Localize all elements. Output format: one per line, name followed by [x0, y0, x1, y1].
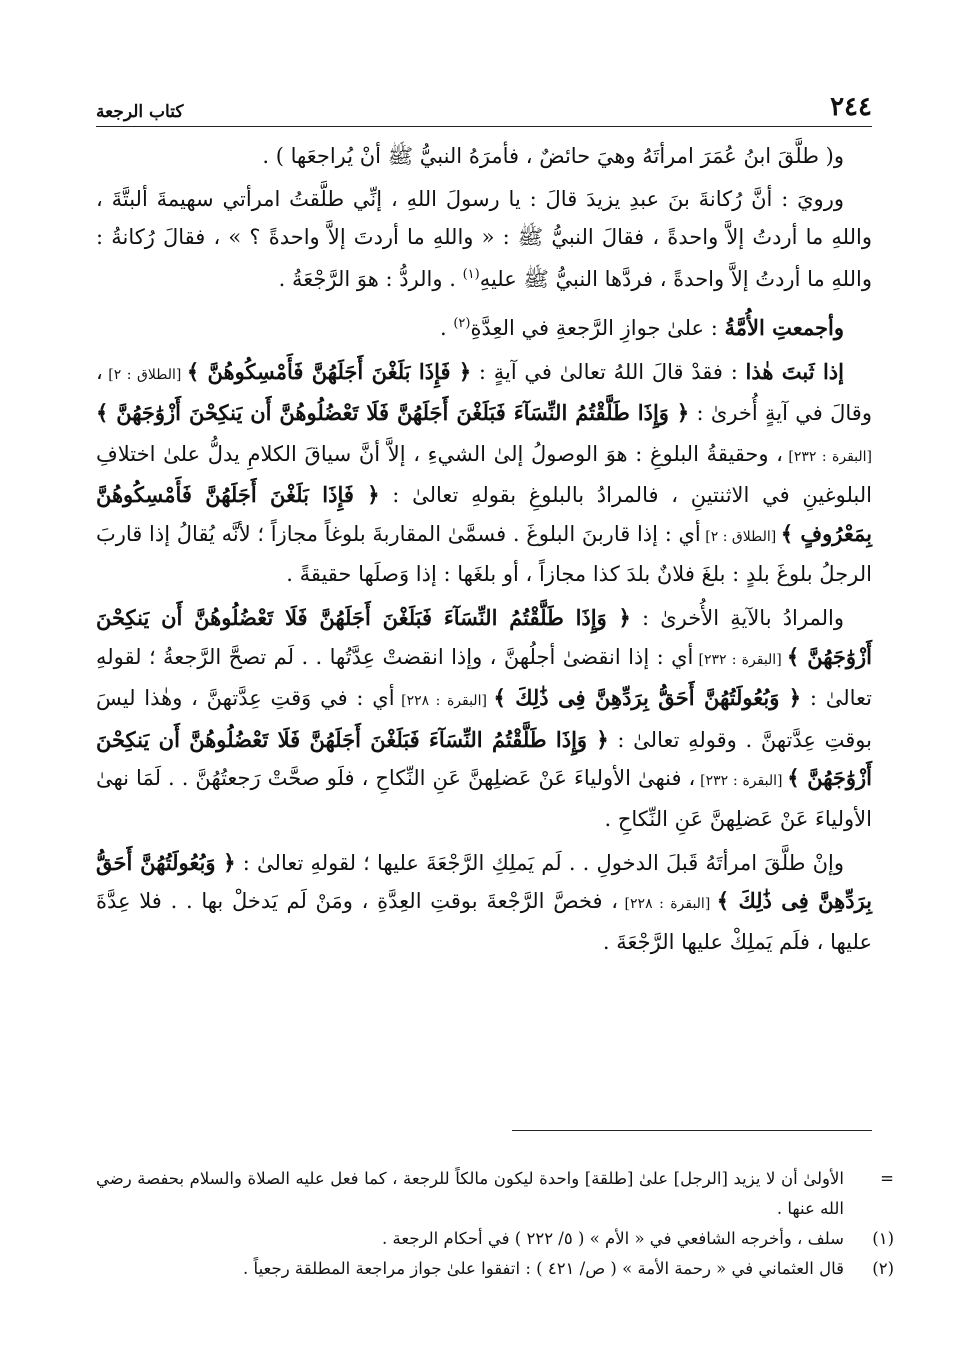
- text: أي : إذا انقضىٰ أجلُهنَّ ، وإذا انقضتْ عِدَّتُها . . لَم تصحَّ الرَّجعةُ ؛ لقولهِ تعالىٰ :: [96, 644, 872, 711]
- verse-reference: [البقرة : ٢٢٨]: [394, 693, 494, 710]
- verse-reference: [البقرة : ٢٣٢]: [693, 651, 787, 668]
- verse-reference: [البقرة : ٢٢٨]: [618, 896, 717, 913]
- text: أي : إذا قاربنَ البلوغَ . فسمَّىٰ المقاربةَ بلوغاً مجازاً ؛ لأنَّه يُقالُ إذا قاربَ الرجلُ بلوغَ بلدٍ : بلغَ فلانٌ بلدَ كذا مجازاً ، أو بلغَها : إذا وَصلَها حقيقةً .: [96, 521, 872, 587]
- quran-verse: ﴿ فَإِذَا بَلَغْنَ أَجَلَهُنَّ فَأَمْسِكُوهُنَّ بِمَعْرُوفٍ ﴾: [96, 482, 872, 546]
- verse-reference: [الطلاق : ٢]: [700, 528, 781, 545]
- text: ، فخصَّ الرَّجْعةَ بوقتِ العِدَّةِ ، ومَنْ لَم يَدخلْ بها . . فلا عِدَّةَ عليها ، فلَم يَملِكْ عليها الرَّجْعَةَ .: [96, 889, 872, 954]
- quran-verse: ﴿ فَإِذَا بَلَغْنَ أَجَلَهُنَّ فَأَمْسِكُوهُنَّ ﴾: [186, 359, 472, 385]
- verse-reference: [البقرة : ٢٣٢]: [782, 448, 872, 465]
- paragraph: [96, 353, 872, 593]
- paragraph: [96, 138, 872, 175]
- page-header: [96, 86, 872, 127]
- lead-phrase: وأجمعتِ الأُمَّةُ: [724, 314, 844, 340]
- quran-verse: ﴿ وَبُعُولَتُهُنَّ أَحَقُّ بِرَدِّهِنَّ فِى ذَٰلِكَ ﴾: [96, 849, 872, 914]
- text: و( طلَّقَ ابنُ عُمَرَ امرأتَهُ وهيَ حائضٌ ، فأمرَهُ النبيُّ ﷺ أنْ يُراجعَها ) .: [262, 144, 844, 168]
- text: والمرادُ بالآيةِ الأُخرىٰ :: [630, 606, 844, 631]
- text: . والردُّ : هوَ الرَّجْعَةُ .: [278, 267, 463, 292]
- verse-reference: [الطلاق : ٢]: [102, 367, 187, 384]
- text: ، وحقيقةُ البلوغِ : هوَ الوصولُ إلىٰ الشيءِ ، إلاَّ أنَّ سياقَ الكلامِ يدلُّ علىٰ اختلافِ البلوغينِ في الاثنتينِ ، فالمرادُ بالبلوغِ بقولهِ تعالىٰ :: [96, 441, 873, 508]
- footnote-divider: [512, 1130, 872, 1131]
- verse-reference: [البقرة : ٢٣٢]: [695, 773, 788, 790]
- quran-verse: ﴿ وَإِذَا طَلَّقْتُمُ النِّسَآءَ فَبَلَغْنَ أَجَلَهُنَّ فَلَا تَعْضُلُوهُنَّ أَن يَنكِحْنَ أَزْوَٰجَهُنَّ ﴾: [96, 400, 690, 426]
- footnote: [96, 1254, 894, 1284]
- footnote: [96, 1164, 894, 1224]
- footnote-mark: =: [880, 1169, 894, 1188]
- running-title: كتاب الرجعة: [96, 102, 184, 122]
- page-number: ٢٤٤: [830, 92, 872, 122]
- text: : فقدْ قالَ اللهُ تعالىٰ في آيةٍ :: [471, 360, 746, 385]
- footnote-ref[interactable]: (١): [462, 267, 480, 283]
- quran-verse: ﴿ وَإِذَا طَلَّقْتُمُ النِّسَآءَ فَبَلَغْنَ أَجَلَهُنَّ فَلَا تَعْضُلُوهُنَّ أَن يَنكِحْنَ أَزْوَٰجَهُنَّ ﴾: [96, 726, 872, 791]
- footnote-text: سلف ، وأخرجه الشافعي في « الأم » ( ٥/ ٢٢٢ ) في أحكام الرجعة .: [382, 1229, 844, 1248]
- footnote: [96, 1224, 894, 1254]
- paragraph: [96, 599, 872, 837]
- lead-phrase: إذا ثَبتَ هٰذا: [745, 359, 844, 385]
- quran-verse: ﴿ وَبُعُولَتُهُنَّ أَحَقُّ بِرَدِّهِنَّ فِى ذَٰلِكَ ﴾: [493, 685, 802, 711]
- main-text: [96, 138, 872, 967]
- text: ، فنهىٰ الأولياءَ عَنْ عَضلِهنَّ عَنِ النِّكاحِ ، فلَو صحَّتْ رَجعتُهُنَّ . . لَمَا نهىٰ الأولياءَ عَنْ عَضلِهنَّ عَنِ النِّكاحِ .: [96, 766, 872, 831]
- text: ، وقالَ في آيةٍ أُخرىٰ :: [96, 360, 872, 426]
- footnote-text: الأولىٰ أن لا يزيد [الرجل] علىٰ [طلقة] واحدة ليكون مالكاً للرجعة ، كما فعل عليه الصلاة والسلام بحفصة رضي الله عنها .: [96, 1169, 844, 1218]
- paragraph: [96, 305, 872, 347]
- footnote-text: قال العثماني في « رحمة الأمة » ( ص/ ٤٢١ ) : اتفقوا علىٰ جواز مراجعة المطلقة رجعياً .: [243, 1259, 844, 1278]
- text: ورويَ : أنَّ رُكانةَ بنَ عبدِ يزيدَ قالَ : يا رسولَ اللهِ ، إنِّي طلَّقتُ امرأتي سهيمةَ ألبتَّةَ ، واللهِ ما أردتُ إلاَّ واحدةً ، فقالَ النبيُّ ﷺ : « واللهِ ما أردتَ إلاَّ واحدةً ؟ » ، فقالَ رُكانةُ : واللهِ ما أردتُ إلاَّ واحدةً ، فردَّها النبيُّ ﷺ عليهِ: [96, 187, 872, 292]
- text: وإنْ طلَّقَ امرأتَهُ قَبلَ الدخولِ . . لَم يَملِكِ الرَّجْعَةَ عليها ؛ لقولهِ تعالىٰ :: [235, 850, 844, 875]
- footnote-mark: (١): [872, 1229, 894, 1248]
- text: : علىٰ جوازِ الرَّجعةِ في العِدَّةِ: [470, 315, 725, 340]
- text: أي : في وَقتِ عِدَّتهنَّ ، وهٰذا ليسَ بوقتِ عِدَّتهنَّ . وقولهِ تعالىٰ :: [96, 686, 873, 752]
- paragraph: [96, 181, 872, 298]
- paragraph: [96, 844, 872, 961]
- footnote-ref[interactable]: (٢): [453, 315, 471, 331]
- text: .: [439, 315, 454, 340]
- footnotes: [96, 1164, 894, 1284]
- quran-verse: ﴿ وَإِذَا طَلَّقْتُمُ النِّسَآءَ فَبَلَغْنَ أَجَلَهُنَّ فَلَا تَعْضُلُوهُنَّ أَن يَنكِحْنَ أَزْوَٰجَهُنَّ ﴾: [96, 605, 872, 669]
- footnote-mark: (٢): [872, 1259, 894, 1278]
